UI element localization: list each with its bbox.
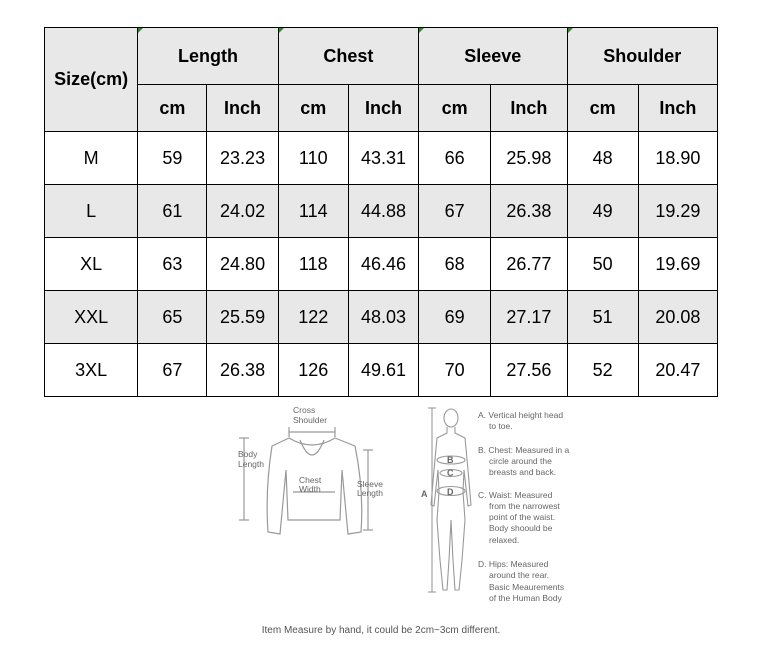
shoulder-header-label: Shoulder <box>603 45 682 66</box>
note-b-line-3: breasts and back. <box>489 467 557 477</box>
measurement-cell: 18.90 <box>638 132 717 185</box>
measurement-cell: 27.56 <box>491 344 567 397</box>
measurement-cell: 51 <box>567 291 638 344</box>
measurement-cell: 49 <box>567 185 638 238</box>
measurement-cell: 20.08 <box>638 291 717 344</box>
note-c-line-2: from the narrowest <box>489 501 560 511</box>
measurement-cell: 46.46 <box>348 238 418 291</box>
measurement-cell: 48.03 <box>348 291 418 344</box>
note-d-line-4: of the Human Body <box>489 593 562 603</box>
measurement-cell: 19.69 <box>638 238 717 291</box>
measurement-cell: 26.77 <box>491 238 567 291</box>
cross-shoulder-label-2: Shoulder <box>293 415 328 425</box>
chest-width-label-1: Chest <box>299 475 322 485</box>
letter-b: B <box>447 455 454 465</box>
unit-header: Inch <box>638 85 717 132</box>
measurement-cell: 110 <box>278 132 348 185</box>
measurement-cell: 19.29 <box>638 185 717 238</box>
letter-d: D <box>447 487 454 497</box>
table-row <box>45 238 718 291</box>
note-d-line-1: D. Hips: Measured <box>478 559 549 569</box>
sleeve-length-label-1: Sleeve <box>357 479 383 489</box>
measurement-cell: 25.98 <box>491 132 567 185</box>
measurement-cell: 122 <box>278 291 348 344</box>
length-header <box>138 28 278 85</box>
chest-header <box>278 28 418 85</box>
measurement-cell: 25.59 <box>207 291 278 344</box>
note-c-line-5: relaxed. <box>489 535 520 545</box>
note-d-line-2: around the rear. <box>489 570 550 580</box>
measurement-cell: 26.38 <box>207 344 278 397</box>
unit-header: cm <box>138 85 207 132</box>
length-header-label: Length <box>177 45 238 66</box>
shoulder-header <box>567 28 718 85</box>
note-c-line-3: point of the waist. <box>489 512 556 522</box>
measurement-cell: 52 <box>567 344 638 397</box>
table-row <box>45 291 718 344</box>
note-a-line-2: to toe. <box>489 421 513 431</box>
measurement-cell: 118 <box>278 238 348 291</box>
note-a-line-1: A. Vertical height head <box>478 410 564 420</box>
measurement-cell: 66 <box>419 132 491 185</box>
note-c-line-4: Body shoould be <box>489 523 553 533</box>
size-cell: M <box>45 132 138 185</box>
measurement-cell: 126 <box>278 344 348 397</box>
measurement-cell: 63 <box>138 238 207 291</box>
body-length-label-1: Body <box>238 449 258 459</box>
table-row <box>45 344 718 397</box>
size-header: Size(cm) <box>45 28 138 132</box>
measurement-cell: 26.38 <box>491 185 567 238</box>
measurement-cell: 23.23 <box>207 132 278 185</box>
chest-header-label: Chest <box>323 45 374 66</box>
garment-illustration <box>239 427 373 534</box>
measurement-cell: 67 <box>419 185 491 238</box>
measurement-cell: 24.80 <box>207 238 278 291</box>
human-body-illustration <box>428 408 471 592</box>
unit-header: Inch <box>348 85 418 132</box>
table-row <box>45 185 718 238</box>
measurement-cell: 61 <box>138 185 207 238</box>
size-chart-table <box>44 27 718 397</box>
note-d-line-3: Basic Meaurements <box>489 582 565 592</box>
note-b-line-1: B. Chest: Measured in a <box>478 445 570 455</box>
measurement-cell: 114 <box>278 185 348 238</box>
body-notes <box>478 410 569 603</box>
table-row <box>45 132 718 185</box>
unit-header: cm <box>567 85 638 132</box>
sleeve-length-label-2: Length <box>357 488 383 498</box>
measurement-cell: 24.02 <box>207 185 278 238</box>
measurement-cell: 48 <box>567 132 638 185</box>
measurement-cell: 65 <box>138 291 207 344</box>
measurement-cell: 50 <box>567 238 638 291</box>
measurement-cell: 70 <box>419 344 491 397</box>
size-cell: 3XL <box>45 344 138 397</box>
unit-header: Inch <box>207 85 278 132</box>
measurement-cell: 20.47 <box>638 344 717 397</box>
measurement-cell: 68 <box>419 238 491 291</box>
size-cell: L <box>45 185 138 238</box>
size-cell: XL <box>45 238 138 291</box>
letter-c: C <box>447 468 454 478</box>
measurement-cell: 49.61 <box>348 344 418 397</box>
letter-a: A <box>421 489 428 499</box>
note-c-line-1: C. Waist: Measured <box>478 490 553 500</box>
note-b-line-2: circle around the <box>489 456 552 466</box>
sleeve-header-label: Sleeve <box>464 45 522 66</box>
measurement-cell: 59 <box>138 132 207 185</box>
chest-width-label-2: Width <box>299 484 321 494</box>
measurement-cell: 67 <box>138 344 207 397</box>
sleeve-header <box>419 28 567 85</box>
body-letters <box>421 455 454 499</box>
unit-header: cm <box>419 85 491 132</box>
measurement-cell: 44.88 <box>348 185 418 238</box>
measurement-disclaimer: Item Measure by hand, it could be 2cm~3cm different. <box>261 625 501 636</box>
unit-header: cm <box>278 85 348 132</box>
body-length-label-2: Length <box>238 459 264 469</box>
unit-header: Inch <box>491 85 567 132</box>
cross-shoulder-label-1: Cross <box>293 405 316 415</box>
measurement-cell: 27.17 <box>491 291 567 344</box>
garment-labels <box>238 405 383 498</box>
measurement-cell: 69 <box>419 291 491 344</box>
size-cell: XXL <box>45 291 138 344</box>
measurement-cell: 43.31 <box>348 132 418 185</box>
